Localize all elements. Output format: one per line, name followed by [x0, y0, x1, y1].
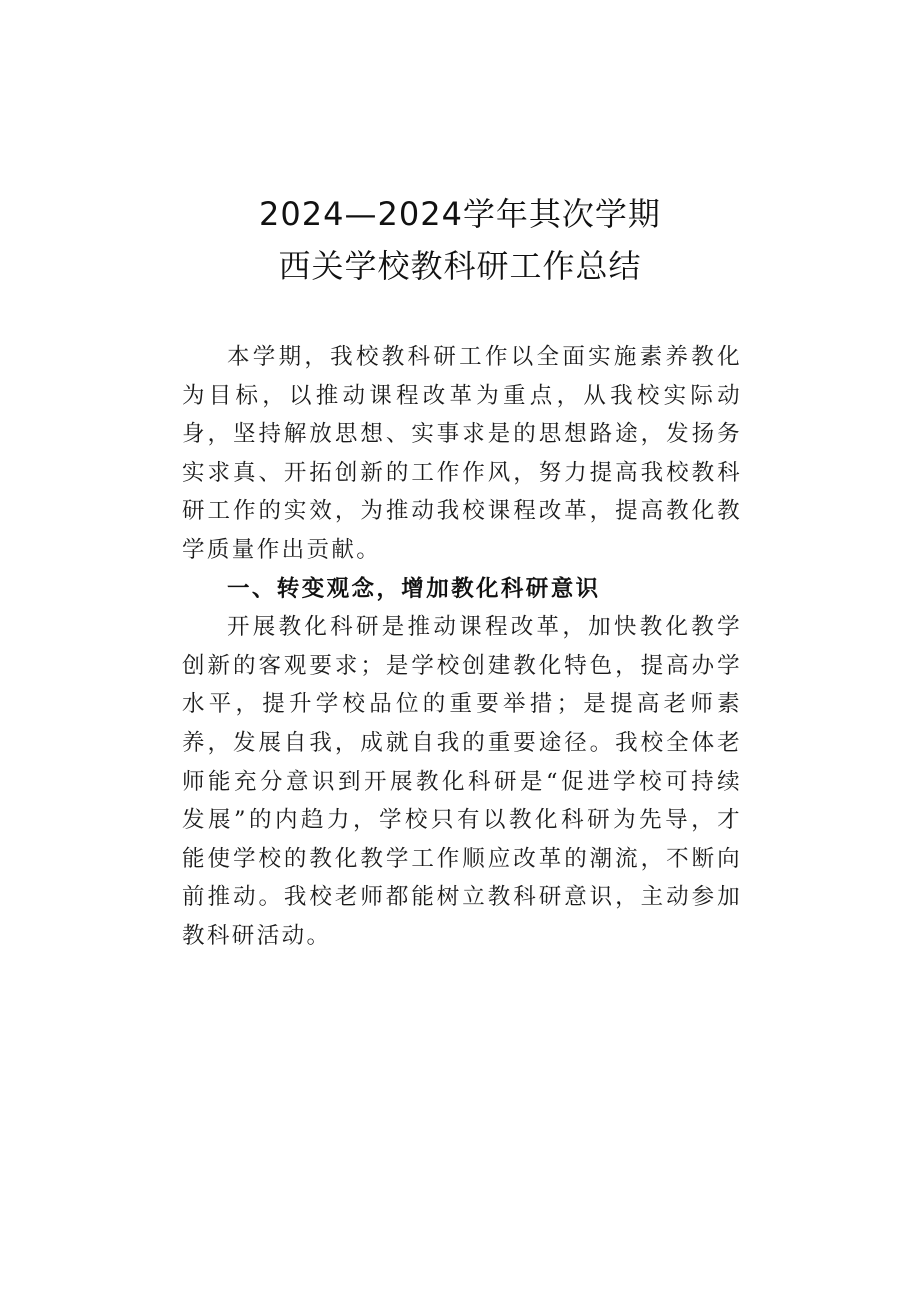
section-1-paragraph: 开展教化科研是推动课程改革，加快教化教学创新的客观要求；是学校创建教化特色，提高办学水平，提升学校品位的重要举措；是提高老师素养，发展自我，成就自我的重要途径。我校全体老师能充分意识到开展教化科研是“促进学校可持续发展”的内趋力，学校只有以教化科研为先导，才能使学校的教化教学工作顺应改革的潮流，不断向前推动。我校老师都能树立教科研意识，主动参加教科研活动。: [182, 614, 742, 949]
section-heading-1: 一、转变观念，增加教化科研意识: [227, 575, 601, 602]
title-line-1: 2024—2024学年其次学期: [259, 195, 661, 233]
document-body: [182, 338, 742, 956]
title-line-2: 西关学校教科研工作总结: [278, 247, 642, 285]
document-title: [0, 188, 920, 292]
intro-paragraph: 本学期，我校教科研工作以全面实施素养教化为目标，以推动课程改革为重点，从我校实际动身，坚持解放思想、实事求是的思想路途，发扬务实求真、开拓创新的工作作风，努力提高我校教科研工作的实效，为推动我校课程改革，提高教化教学质量作出贡献。: [182, 344, 742, 563]
